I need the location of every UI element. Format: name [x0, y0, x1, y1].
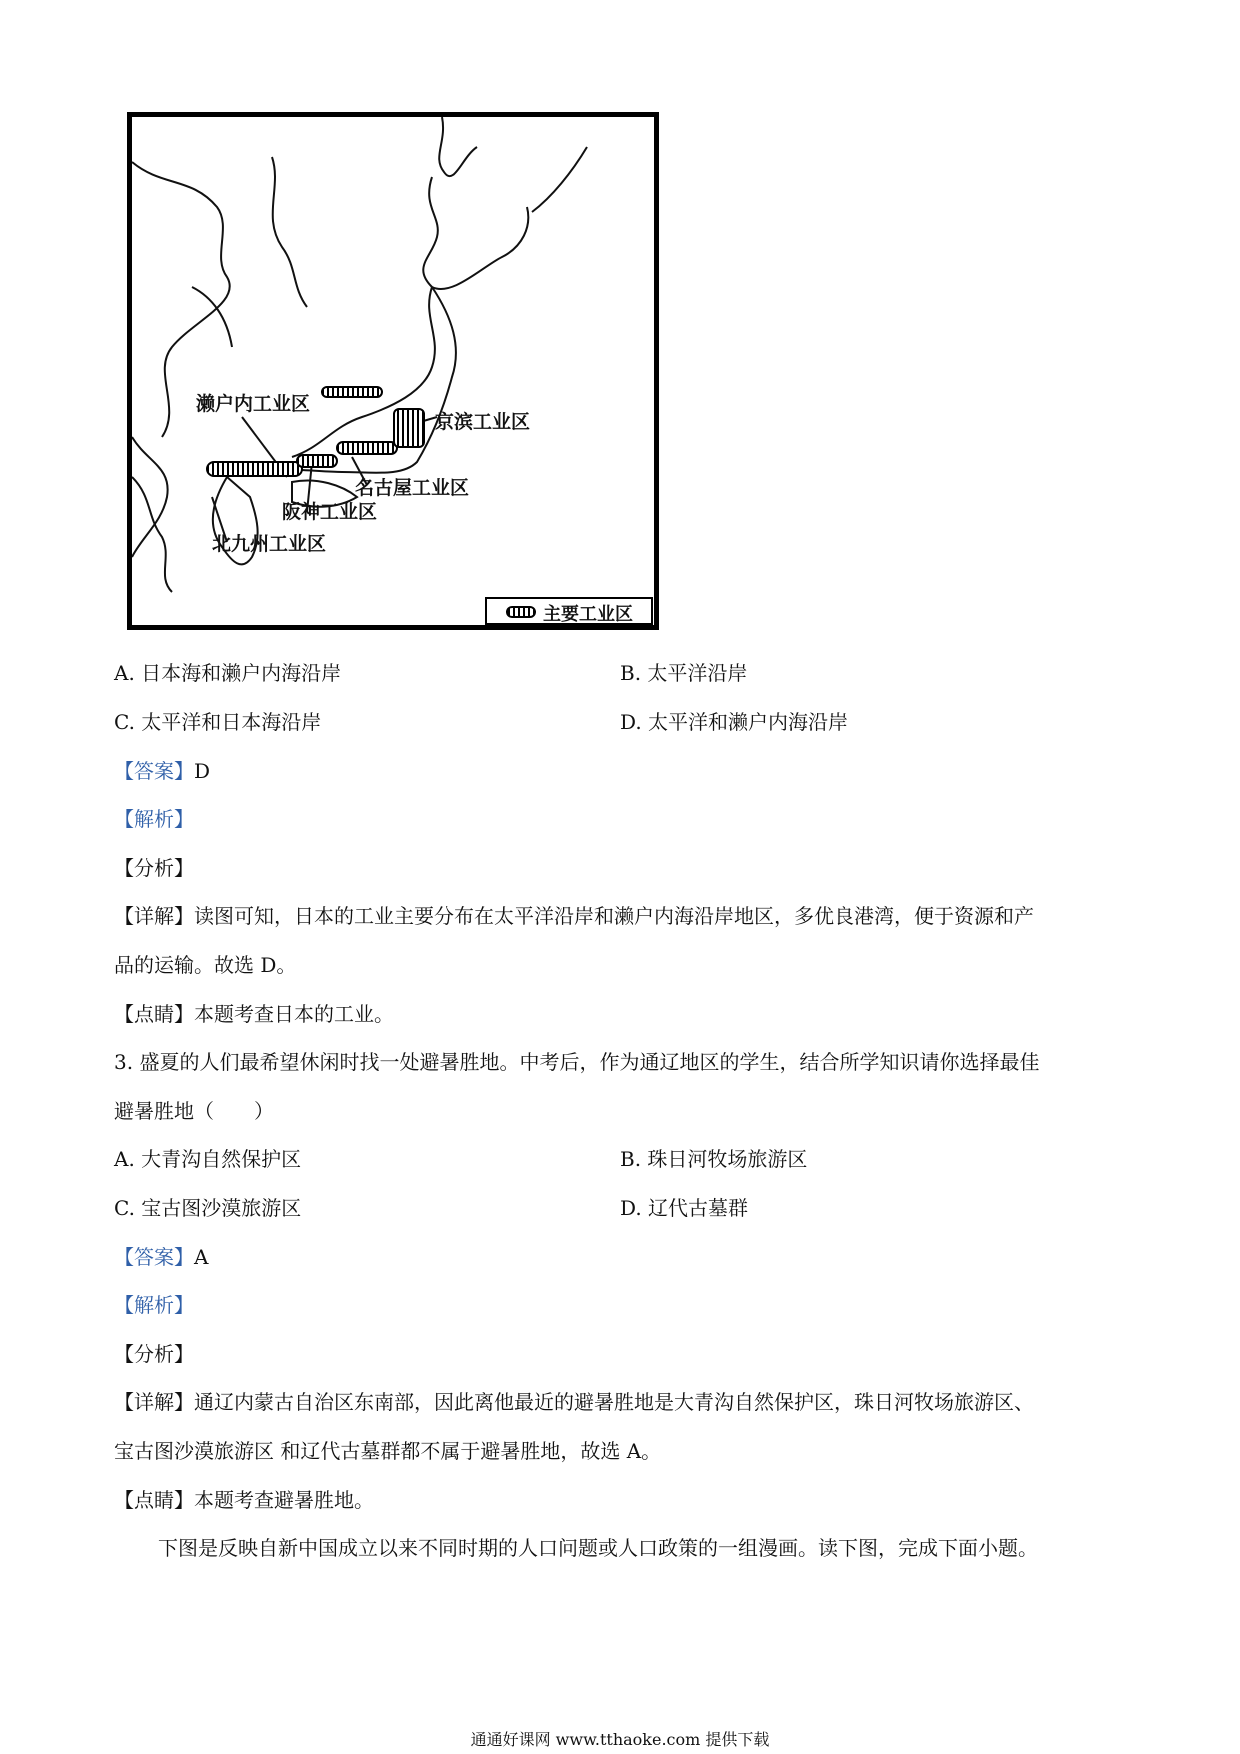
q3-detail-line-2: 宝古图沙漠旅游区 和辽代古墓群都不属于避暑胜地，故选 A。: [114, 1439, 662, 1463]
intro-text: 下图是反映自新中国成立以来不同时期的人口问题或人口政策的一组漫画。读下图，完成下面小题。: [158, 1536, 1038, 1560]
q3-answer: A: [194, 1245, 209, 1269]
q2-option-b: B. 太平洋沿岸: [620, 661, 748, 685]
map-label-keihin: 京滨工业区: [435, 411, 531, 433]
q2-answer-tag: 【答案】: [114, 759, 194, 783]
japan-industrial-map: [127, 112, 659, 630]
q2-point-tag: 【点睛】: [114, 1002, 194, 1026]
q2-option-d: D. 太平洋和濑户内海沿岸: [620, 710, 849, 734]
q2-answer: D: [194, 759, 211, 783]
q3-option-c: C. 宝古图沙漠旅游区: [114, 1196, 302, 1220]
q3-option-b: B. 珠日河牧场旅游区: [620, 1147, 808, 1171]
q3-option-a: A. 大青沟自然保护区: [114, 1147, 302, 1171]
q3-option-d: D. 辽代古墓群: [620, 1196, 749, 1220]
q3-point-line: [114, 1488, 374, 1512]
legend-label: 主要工业区: [543, 604, 633, 625]
q3-detail-text-1: 通辽内蒙古自治区东南部，因此离他最近的避暑胜地是大青沟自然保护区，珠日河牧场旅游区、: [194, 1390, 1034, 1414]
q2-detail-line-2: 品的运输。故选 D。: [114, 953, 297, 977]
q3-answer-tag: 【答案】: [114, 1245, 194, 1269]
map-label-setouchi: 濑户内工业区: [196, 393, 311, 415]
q3-detail-tag: 【详解】: [114, 1390, 194, 1414]
q2-detail-tag: 【详解】: [114, 904, 194, 928]
q2-point-text: 本题考查日本的工业。: [194, 1002, 394, 1026]
q2-detail-line-1: [114, 904, 1034, 928]
map-label-nagoya: 名古屋工业区: [355, 477, 470, 499]
q3-analysis-tag: 【解析】: [114, 1293, 194, 1317]
industrial-zone-legend-icon: [506, 606, 536, 618]
japan-map-drawing: [132, 117, 654, 625]
q3-answer-line: [114, 1245, 208, 1269]
q3-stem-line-1: 3. 盛夏的人们最希望休闲时找一处避暑胜地。中考后，作为通辽地区的学生，结合所学知识请你选择最佳: [114, 1050, 1040, 1074]
page-footer: 通通好课网 www.tthaoke.com 提供下载: [470, 1730, 770, 1749]
q3-point-tag: 【点睛】: [114, 1488, 194, 1512]
map-label-hanshin: 阪神工业区: [282, 501, 378, 523]
q2-analysis-tag: 【解析】: [114, 807, 194, 831]
q3-point-text: 本题考查避暑胜地。: [194, 1488, 374, 1512]
q2-point-line: [114, 1002, 394, 1026]
q3-stem-line-2: 避暑胜地（ ）: [114, 1099, 274, 1123]
map-legend: [485, 597, 653, 625]
q2-detail-text-1: 读图可知，日本的工业主要分布在太平洋沿岸和濑户内海沿岸地区，多优良港湾，便于资源和产: [194, 904, 1034, 928]
q2-option-c: C. 太平洋和日本海沿岸: [114, 710, 322, 734]
q3-fenxi: 【分析】: [114, 1342, 194, 1366]
q2-fenxi: 【分析】: [114, 856, 194, 880]
map-label-kitakyushu: 北九州工业区: [212, 533, 327, 555]
q2-answer-line: [114, 759, 210, 783]
q3-detail-line-1: [114, 1390, 1034, 1414]
q2-option-a: A. 日本海和濑户内海沿岸: [114, 661, 342, 685]
